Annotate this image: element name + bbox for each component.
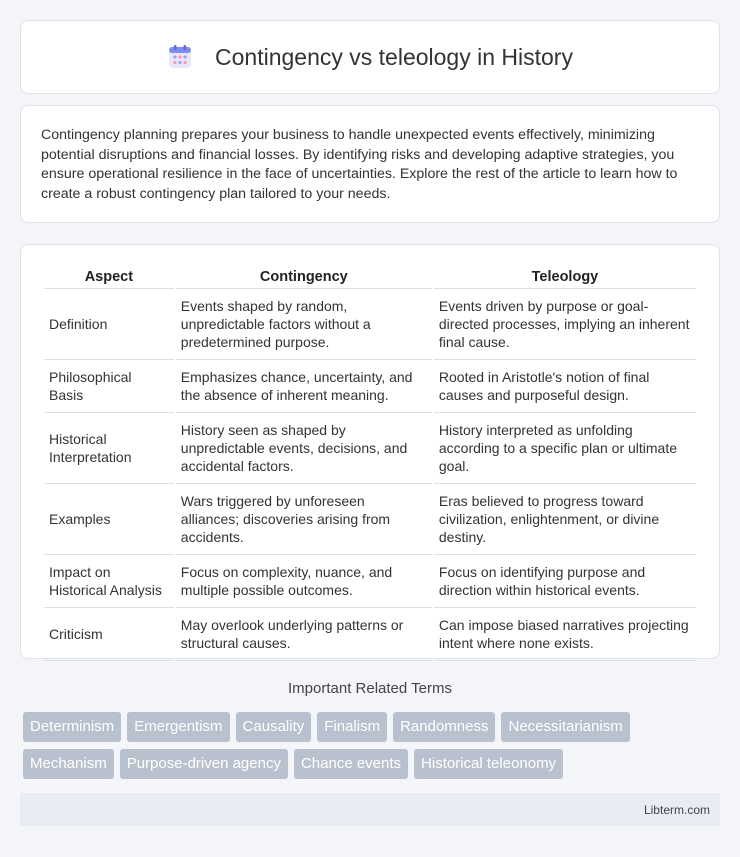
footer [20, 793, 720, 826]
term-tag-emergentism[interactable]: Emergentism [127, 712, 229, 742]
header-aspect: Aspect [44, 265, 174, 289]
header-card [20, 20, 720, 94]
related-terms-list [23, 712, 723, 786]
term-tag-necessitarianism[interactable]: Necessitarianism [501, 712, 629, 742]
row-teleology: History interpreted as unfolding according to a specific plan or ultimate goal. [434, 413, 696, 484]
row-aspect: Examples [44, 484, 174, 555]
term-tag-determinism[interactable]: Determinism [23, 712, 121, 742]
row-teleology: Rooted in Aristotle's notion of final causes and purposeful design. [434, 360, 696, 413]
table-row [44, 360, 696, 413]
row-contingency: Focus on complexity, nuance, and multiple possible outcomes. [176, 555, 432, 608]
table-row [44, 289, 696, 360]
related-terms-title: Important Related Terms [288, 680, 452, 697]
row-contingency: May overlook underlying patterns or structural causes. [176, 608, 432, 661]
intro-card [20, 105, 720, 223]
term-tag-chance-events[interactable]: Chance events [294, 749, 408, 779]
term-tag-historical-teleonomy[interactable]: Historical teleonomy [414, 749, 563, 779]
term-tag-purpose-driven-agency[interactable]: Purpose-driven agency [120, 749, 288, 779]
comparison-table-card [20, 244, 720, 659]
row-contingency: History seen as shaped by unpredictable events, decisions, and accidental factors. [176, 413, 432, 484]
table-header-row [44, 265, 696, 289]
table-row [44, 555, 696, 608]
term-tag-causality[interactable]: Causality [236, 712, 312, 742]
row-aspect: Philosophical Basis [44, 360, 174, 413]
row-teleology: Can impose biased narratives projecting intent where none exists. [434, 608, 696, 661]
row-teleology: Focus on identifying purpose and direction within historical events. [434, 555, 696, 608]
table-row [44, 484, 696, 555]
comparison-table [42, 265, 698, 661]
term-tag-finalism[interactable]: Finalism [317, 712, 387, 742]
row-aspect: Impact on Historical Analysis [44, 555, 174, 608]
row-contingency: Events shaped by random, unpredictable factors without a predetermined purpose. [176, 289, 432, 360]
row-aspect: Definition [44, 289, 174, 360]
row-aspect: Historical Interpretation [44, 413, 174, 484]
calendar-icon [167, 44, 193, 70]
row-contingency: Wars triggered by unforeseen alliances; discoveries arising from accidents. [176, 484, 432, 555]
row-teleology: Events driven by purpose or goal-directed processes, implying an inherent final cause. [434, 289, 696, 360]
footer-brand-link[interactable]: Libterm.com [643, 803, 710, 817]
row-aspect: Criticism [44, 608, 174, 661]
term-tag-mechanism[interactable]: Mechanism [23, 749, 114, 779]
table-row [44, 413, 696, 484]
page-title: Contingency vs teleology in History [215, 43, 573, 70]
row-contingency: Emphasizes chance, uncertainty, and the absence of inherent meaning. [176, 360, 432, 413]
term-tag-randomness[interactable]: Randomness [393, 712, 495, 742]
table-row [44, 608, 696, 661]
header-teleology: Teleology [434, 265, 696, 289]
intro-text: Contingency planning prepares your business to handle unexpected events effectively, minimizing potential disruptions and financial losses. By identifying risks and developing adaptive strategies, you ensure operational resilience in the face of uncertainties. Explore the rest of the article to learn how to create a robust contingency plan tailored to your needs. [41, 127, 678, 202]
header-contingency: Contingency [176, 265, 432, 289]
row-teleology: Eras believed to progress toward civilization, enlightenment, or divine destiny. [434, 484, 696, 555]
